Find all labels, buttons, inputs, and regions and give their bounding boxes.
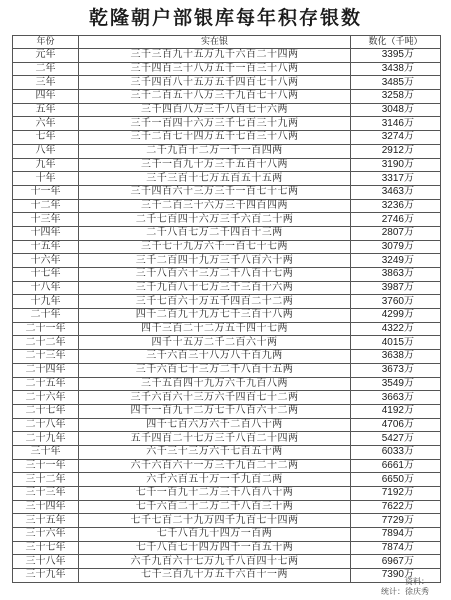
table-row (13, 473, 441, 487)
table-row (13, 185, 441, 199)
silver-cell: 三千六百三十八万八千百九两 (79, 350, 351, 364)
value-cell: 4299万 (351, 309, 441, 323)
silver-cell: 二千八百七万二千四百十三两 (79, 226, 351, 240)
year-cell: 二十三年 (13, 350, 79, 364)
year-cell: 十七年 (13, 268, 79, 282)
value-cell: 4706万 (351, 418, 441, 432)
table-row (13, 500, 441, 514)
silver-cell: 三千二百五十八万三千九百七十八两 (79, 90, 351, 104)
footer-compiler: 统计：徐庆秀 (381, 587, 429, 596)
value-cell: 4322万 (351, 322, 441, 336)
year-cell: 三十年 (13, 445, 79, 459)
silver-cell: 七千三百九十万五千六百十一两 (79, 569, 351, 583)
year-cell: 二十九年 (13, 432, 79, 446)
table-row (13, 281, 441, 295)
value-cell: 6033万 (351, 445, 441, 459)
year-cell: 三十三年 (13, 487, 79, 501)
year-cell: 二年 (13, 62, 79, 76)
year-cell: 二十六年 (13, 391, 79, 405)
value-cell: 2746万 (351, 213, 441, 227)
silver-cell: 三千六百七十三万二千八百十五两 (79, 363, 351, 377)
year-cell: 八年 (13, 144, 79, 158)
table-row (13, 90, 441, 104)
table-row (13, 103, 441, 117)
year-cell: 十八年 (13, 281, 79, 295)
table-row (13, 336, 441, 350)
value-cell: 3146万 (351, 117, 441, 131)
silver-cell: 六千三十三万六千七百五十两 (79, 445, 351, 459)
year-cell: 三十一年 (13, 459, 79, 473)
year-cell: 三十四年 (13, 500, 79, 514)
year-cell: 三十七年 (13, 541, 79, 555)
value-cell: 3760万 (351, 295, 441, 309)
year-cell: 十五年 (13, 240, 79, 254)
silver-cell: 三千五百四十九万六千九百八两 (79, 377, 351, 391)
value-cell: 3485万 (351, 76, 441, 90)
year-cell: 三十九年 (13, 569, 79, 583)
table-row (13, 268, 441, 282)
value-cell: 4192万 (351, 404, 441, 418)
value-cell: 7192万 (351, 487, 441, 501)
year-cell: 十三年 (13, 213, 79, 227)
silver-cell: 三千三百十七万五百五十五两 (79, 172, 351, 186)
value-cell: 6661万 (351, 459, 441, 473)
value-cell: 5427万 (351, 432, 441, 446)
value-cell: 3274万 (351, 131, 441, 145)
year-cell: 九年 (13, 158, 79, 172)
silver-cell: 五千四百二十七万三千八百二十四两 (79, 432, 351, 446)
table-row (13, 131, 441, 145)
value-cell: 3190万 (351, 158, 441, 172)
value-cell: 7622万 (351, 500, 441, 514)
year-cell: 十九年 (13, 295, 79, 309)
table-row (13, 49, 441, 63)
value-cell: 3395万 (351, 49, 441, 63)
silver-cell: 三千三百九十五万九千六百二十四两 (79, 49, 351, 63)
year-cell: 二十八年 (13, 418, 79, 432)
year-cell: 十六年 (13, 254, 79, 268)
table-row (13, 445, 441, 459)
silver-cell: 三千四百八万三千八百七十六两 (79, 103, 351, 117)
column-header-value: 数化（千吨） (351, 36, 441, 49)
value-cell: 2807万 (351, 226, 441, 240)
table-row (13, 76, 441, 90)
silver-cell: 七千六百二十二万二千八百三十两 (79, 500, 351, 514)
value-cell: 3249万 (351, 254, 441, 268)
document-footer (381, 577, 429, 597)
footer-source: 资料： (405, 577, 429, 586)
table-row (13, 391, 441, 405)
value-cell: 3987万 (351, 281, 441, 295)
year-cell: 二十四年 (13, 363, 79, 377)
silver-cell: 三千一百九十万三千五百十八两 (79, 158, 351, 172)
table-row (13, 418, 441, 432)
table-row (13, 541, 441, 555)
year-cell: 三年 (13, 76, 79, 90)
silver-cell: 三千二百四十九万三千八百六十两 (79, 254, 351, 268)
table-row (13, 432, 441, 446)
silver-reserve-table (12, 35, 441, 583)
value-cell: 6967万 (351, 555, 441, 569)
table-row (13, 62, 441, 76)
silver-cell: 四千十五万二千二百六十两 (79, 336, 351, 350)
silver-cell: 三千七百六十万五千四百二十二两 (79, 295, 351, 309)
year-cell: 十二年 (13, 199, 79, 213)
column-header-silver: 实在银 (79, 36, 351, 49)
silver-cell: 三千七十九万六千一百七十七两 (79, 240, 351, 254)
value-cell: 3048万 (351, 103, 441, 117)
value-cell: 2912万 (351, 144, 441, 158)
table-row (13, 459, 441, 473)
value-cell: 7874万 (351, 541, 441, 555)
silver-cell: 三千四百三十八万五千一百三十八两 (79, 62, 351, 76)
year-cell: 六年 (13, 117, 79, 131)
silver-cell: 四千一百九十二万七千八百六十二两 (79, 404, 351, 418)
table-body (13, 49, 441, 583)
table-row (13, 158, 441, 172)
table-row (13, 487, 441, 501)
year-cell: 三十五年 (13, 514, 79, 528)
year-cell: 三十八年 (13, 555, 79, 569)
value-cell: 4015万 (351, 336, 441, 350)
table-row (13, 117, 441, 131)
table-row (13, 555, 441, 569)
silver-cell: 六千六百六十一万三千九百二十二两 (79, 459, 351, 473)
table-row (13, 240, 441, 254)
year-cell: 二十一年 (13, 322, 79, 336)
value-cell: 7729万 (351, 514, 441, 528)
value-cell: 7390万 (351, 569, 441, 583)
silver-cell: 六千九百六十七万九千八百四十七两 (79, 555, 351, 569)
year-cell: 二十五年 (13, 377, 79, 391)
year-cell: 十年 (13, 172, 79, 186)
year-cell: 五年 (13, 103, 79, 117)
table-row (13, 226, 441, 240)
year-cell: 二十七年 (13, 404, 79, 418)
table-header-row (13, 36, 441, 49)
silver-cell: 三千四百六十三万三千一百七十七两 (79, 185, 351, 199)
silver-cell: 三千九百八十七万三千三百十六两 (79, 281, 351, 295)
value-cell: 3438万 (351, 62, 441, 76)
table-row (13, 199, 441, 213)
table-row (13, 322, 441, 336)
table-row (13, 144, 441, 158)
table-row (13, 309, 441, 323)
year-cell: 十四年 (13, 226, 79, 240)
value-cell: 3673万 (351, 363, 441, 377)
table-row (13, 528, 441, 542)
value-cell: 3549万 (351, 377, 441, 391)
silver-cell: 七千七百二十九万四千九百七十四两 (79, 514, 351, 528)
silver-cell: 三千六百六十三万六千四百七十二两 (79, 391, 351, 405)
year-cell: 二十二年 (13, 336, 79, 350)
year-cell: 十一年 (13, 185, 79, 199)
table-row (13, 213, 441, 227)
table-row (13, 377, 441, 391)
year-cell: 二十年 (13, 309, 79, 323)
silver-cell: 六千六百五十万一千九百二两 (79, 473, 351, 487)
value-cell: 6650万 (351, 473, 441, 487)
silver-cell: 三千二百三十六万三千四百四两 (79, 199, 351, 213)
silver-cell: 七千八百七十四万四千一百五十两 (79, 541, 351, 555)
table-row (13, 569, 441, 583)
year-cell: 元年 (13, 49, 79, 63)
year-cell: 三十二年 (13, 473, 79, 487)
value-cell: 3236万 (351, 199, 441, 213)
table-row (13, 172, 441, 186)
table-row (13, 350, 441, 364)
value-cell: 3317万 (351, 172, 441, 186)
year-cell: 七年 (13, 131, 79, 145)
silver-cell: 三千八百六十三万二千八百十七两 (79, 268, 351, 282)
value-cell: 3638万 (351, 350, 441, 364)
value-cell: 3663万 (351, 391, 441, 405)
silver-cell: 四千七百六万六千二百八十两 (79, 418, 351, 432)
silver-cell: 七千一百九十二万三千八百八十两 (79, 487, 351, 501)
table-row (13, 254, 441, 268)
value-cell: 3258万 (351, 90, 441, 104)
silver-cell: 二千九百十二万一千一百四两 (79, 144, 351, 158)
silver-cell: 三千一百四十六万三千七百三十九两 (79, 117, 351, 131)
value-cell: 7894万 (351, 528, 441, 542)
silver-cell: 三千四百八十五万五千四百七十八两 (79, 76, 351, 90)
silver-cell: 四千三百二十二万五千四十七两 (79, 322, 351, 336)
silver-cell: 三千二百七十四万五千七百三十八两 (79, 131, 351, 145)
table-row (13, 404, 441, 418)
table-row (13, 514, 441, 528)
silver-cell: 四千二百九十九万七千三百十八两 (79, 309, 351, 323)
value-cell: 3863万 (351, 268, 441, 282)
year-cell: 四年 (13, 90, 79, 104)
silver-cell: 七千八百九十四万一百两 (79, 528, 351, 542)
document-title: 乾隆朝户部银库每年积存银数 (88, 7, 362, 29)
value-cell: 3463万 (351, 185, 441, 199)
table-row (13, 295, 441, 309)
value-cell: 3079万 (351, 240, 441, 254)
silver-cell: 二千七百四十六万三千六百二十两 (79, 213, 351, 227)
year-cell: 三十六年 (13, 528, 79, 542)
table-row (13, 363, 441, 377)
column-header-year: 年份 (13, 36, 79, 49)
